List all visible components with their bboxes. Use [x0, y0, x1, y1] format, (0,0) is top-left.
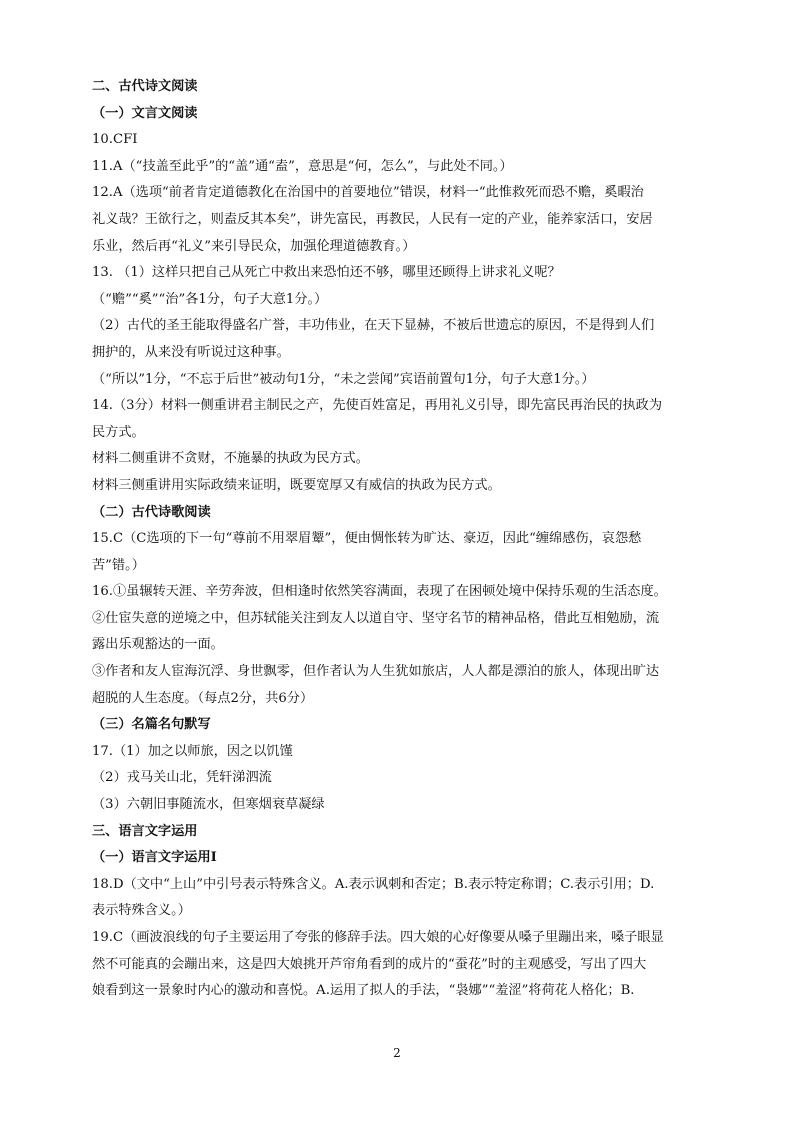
answer-19-line1: 19.C（画波浪线的句子主要运用了夸张的修辞手法。四大娘的心好像要从嗓子里蹦出来，嗓子眼显	[92, 930, 664, 945]
answer-16-point1: 16.①虽辗转天涯、辛劳奔波，但相逢时依然笑容满面，表现了在困顿处境中保持乐观的生活态度。	[92, 584, 667, 600]
subsection-heading-classical-prose: （一）文言文阅读	[92, 105, 198, 121]
answer-16-point2-line1: ②仕宦失意的逆境之中，但苏轼能关注到友人以道自守、坚守名节的精神品格，借此互相勉励，流	[92, 610, 660, 626]
section-heading-language-use: 三、语言文字运用	[92, 823, 198, 839]
answer-16-point3-line2: 超脱的人生态度。（每点2分，共6分）	[92, 690, 314, 706]
answer-19-line3: 娘看到这一景象时内心的激动和喜悦。A.运用了拟人的手法，“袅娜”“羞涩”将荷花人格化；B.	[92, 983, 635, 999]
answer-17-part1: 17.（1）加之以师旅，因之以饥馑	[92, 743, 293, 759]
answer-16-point3-line1: ③作者和友人宦海沉浮、身世飘零，但作者认为人生犹如旅店，人人都是漂泊的旅人，体现出旷达	[92, 664, 660, 680]
answer-12-line2: 礼义哉？王欲行之，则盍反其本矣”，讲先富民，再教民，人民有一定的产业，能养家活口，安居	[92, 211, 653, 227]
subsection-heading-recitation: （三）名篇名句默写	[92, 717, 211, 733]
page-number: 2	[393, 1046, 401, 1060]
answer-14-material2: 材料二侧重讲不贪财，不施暴的执政为民方式。	[92, 451, 369, 467]
answer-17-part3: （3）六朝旧事随流水，但寒烟衰草凝绿	[92, 797, 325, 813]
subsection-heading-poetry: （二）古代诗歌阅读	[92, 504, 211, 520]
section-heading-classical-reading: 二、古代诗文阅读	[92, 79, 198, 94]
answer-12-line3: 乐业，然后再“礼义”来引导民众，加强伦理道德教育。）	[92, 238, 416, 254]
answer-18-line2: 表示特殊含义。）	[92, 903, 191, 919]
answer-13-part2-line1: （2）古代的圣王能取得盛名广誉，丰功伟业，在天下显赫，不被后世遗忘的原因，不是得到人们	[92, 318, 655, 334]
answer-11: 11.A（“技盖至此乎”的“盖”通“盍”，意思是“何，怎么”，与此处不同。）	[92, 158, 513, 174]
answer-12-line1: 12.A（选项“前者肯定道德教化在治国中的首要地位”错误，材料一“此惟救死而恐不赡，奚暇治	[92, 185, 644, 201]
answer-18-line1: 18.D（文中“上山”中引号表示特殊含义。A.表示讽刺和否定；B.表示特定称谓；C.表示引用；D.	[92, 876, 655, 892]
answer-14-line2: 民方式。	[92, 424, 145, 440]
answer-17-part2: （2）戎马关山北，凭轩涕泗流	[92, 770, 272, 786]
answer-15-line2: 苦”错。）	[92, 557, 145, 573]
answer-10: 10.CFI	[92, 132, 138, 148]
answer-15-line1: 15.C（C选项的下一句“尊前不用翠眉颦”，便由惆怅转为旷达、豪迈，因此“缠绵感伤，哀怨愁	[92, 531, 642, 547]
answer-19-line2: 然不可能真的会蹦出来，这是四大娘挑开芦帘角看到的成片的“蚕花”时的主观感受，写出了四大	[92, 956, 647, 972]
subsection-heading-language-use-1: （一）语言文字运用Ⅰ	[92, 850, 217, 866]
answer-13-part1: 13. （1）这样只把自己从死亡中救出来恐怕还不够，哪里还顾得上讲求礼义呢？	[92, 265, 561, 281]
answer-content	[92, 74, 704, 1005]
answer-14-line1: 14.（3分）材料一侧重讲君主制民之产，先使百姓富足，再用礼义引导，即先富民再治民的执政为	[92, 398, 663, 414]
answer-14-material3: 材料三侧重讲用实际政绩来证明，既要宽厚又有威信的执政为民方式。	[92, 477, 501, 493]
answer-13-part1-scoring: （“赡”“奚”“治”各1分，句子大意1分。）	[92, 291, 328, 307]
answer-13-part2-scoring: （“所以”1分，“不忘于后世”被动句1分，“未之尝闻”宾语前置句1分，句子大意1分。）	[92, 371, 595, 387]
answer-13-part2-line2: 拥护的，从来没有听说过这种事。	[92, 344, 290, 360]
answer-16-point2-line2: 露出乐观豁达的一面。	[92, 637, 224, 653]
